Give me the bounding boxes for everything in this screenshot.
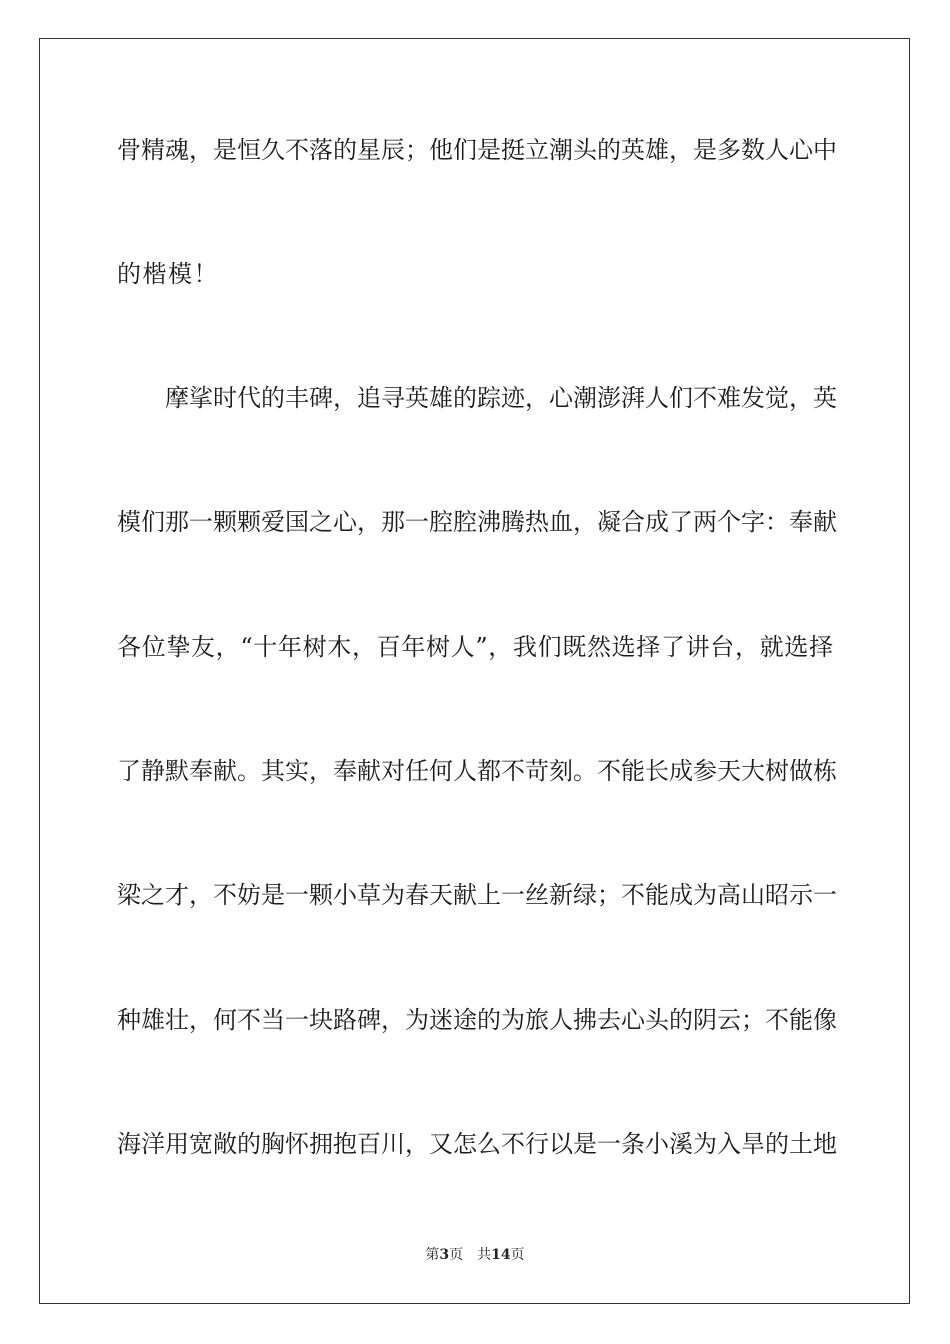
text-line-9: 海洋用宽敞的胸怀拥抱百川，又怎么不行以是一条小溪为入旱的土地 <box>117 1130 837 1158</box>
text-line-2: 的楷模！ <box>117 260 219 288</box>
page-number: 3 <box>439 1247 450 1263</box>
text-line-4: 模们那一颗颗爱国之心，那一腔腔沸腾热血，凝合成了两个字：奉献 <box>117 508 837 536</box>
total-pages: 14 <box>491 1247 511 1263</box>
text-line-3: 摩挲时代的丰碑，追寻英雄的踪迹，心潮澎湃人们不难发觉，英 <box>165 384 837 412</box>
text-line-7: 梁之才，不妨是一颗小草为春天献上一丝新绿；不能成为高山昭示一 <box>117 881 837 909</box>
total-prefix: 共 <box>477 1247 492 1263</box>
page-suffix: 页 <box>449 1247 464 1263</box>
text-line-1: 骨精魂，是恒久不落的星辰；他们是挺立潮头的英雄，是多数人心中 <box>117 136 837 164</box>
text-line-6: 了静默奉献。其实，奉献对任何人都不苛刻。不能长成参天大树做栋 <box>117 757 837 785</box>
page-prefix: 第 <box>425 1247 440 1263</box>
page-border <box>39 38 910 1304</box>
total-suffix: 页 <box>510 1247 525 1263</box>
text-line-8: 种雄壮，何不当一块路碑，为迷途的为旅人拂去心头的阴云；不能像 <box>117 1006 837 1034</box>
text-line-5: 各位挚友，“十年树木，百年树人”，我们既然选择了讲台，就选择 <box>117 633 833 661</box>
page-footer <box>0 1246 950 1264</box>
